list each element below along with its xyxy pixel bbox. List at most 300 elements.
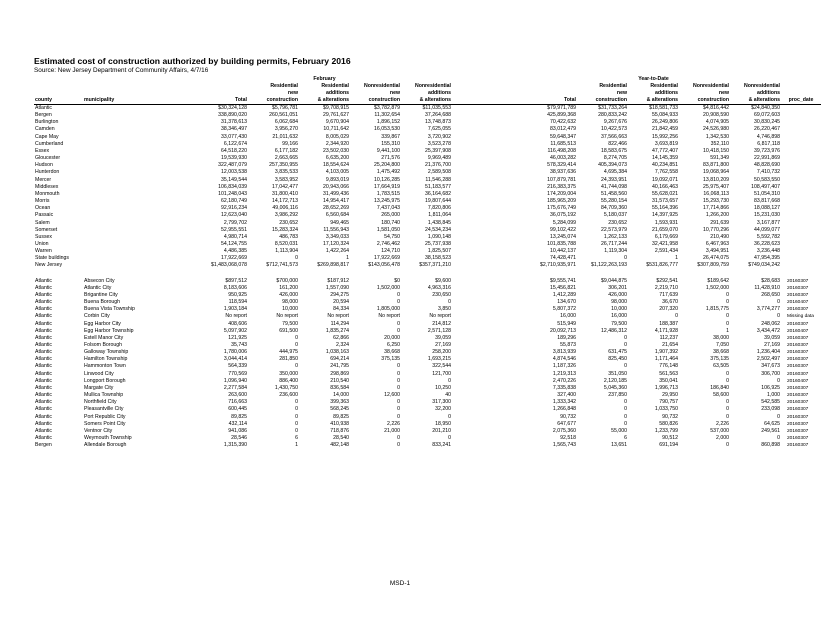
value-cell: No report — [429, 313, 451, 320]
proc-date-cell: 20160307 — [787, 343, 809, 348]
table-row — [34, 321, 821, 328]
municipality-cell: Estell Manor City — [84, 334, 124, 341]
value-cell: 10,442,137 — [550, 248, 576, 255]
value-cell: 0 — [295, 406, 298, 413]
proc-date-cell: 20160307 — [787, 385, 809, 391]
value-cell: 580,826 — [659, 420, 678, 427]
value-cell: 134,670 — [557, 299, 576, 306]
value-cell: 0 — [726, 320, 729, 327]
value-cell: 230,652 — [279, 219, 298, 226]
cell-spacer — [452, 363, 513, 370]
county-cell: Passaic — [35, 212, 54, 219]
table-row — [34, 169, 821, 176]
cell-spacer — [781, 212, 821, 219]
value-cell: 1,219,313 — [552, 370, 576, 377]
cell-spacer — [452, 148, 513, 155]
municipality-cell — [83, 177, 143, 184]
value-cell: 408,606 — [228, 320, 247, 327]
table-header — [34, 76, 821, 105]
municipality-cell — [83, 191, 143, 198]
county-cell: Atlantic — [35, 435, 53, 442]
cell-spacer — [452, 220, 513, 227]
value-cell: $749,034,242 — [748, 262, 780, 269]
cell-spacer — [452, 155, 513, 162]
value-cell: 1,412,289 — [552, 291, 576, 298]
table-row — [34, 406, 821, 413]
value-cell: 0 — [295, 413, 298, 420]
cell-spacer — [143, 428, 197, 435]
value-cell: 21,654 — [662, 342, 678, 348]
value-cell: 47,954,395 — [754, 255, 780, 262]
table-row — [34, 335, 821, 342]
value-cell: 717,639 — [659, 291, 678, 298]
value-cell: $143,056,478 — [368, 262, 400, 269]
county-cell: Camden — [35, 126, 55, 133]
value-cell: 20,092,713 — [550, 327, 576, 334]
value-cell: 2,746,462 — [376, 240, 400, 247]
value-cell: 941,086 — [228, 427, 247, 434]
value-cell: 21,011,632 — [272, 133, 298, 140]
construction-cost-table — [34, 76, 821, 449]
value-cell: 11,556,943 — [323, 226, 349, 233]
table-row — [34, 134, 821, 141]
value-cell: 32,421,958 — [652, 240, 678, 247]
cell-spacer — [143, 177, 197, 184]
value-cell: 7,050 — [716, 342, 729, 348]
value-cell: 98,000 — [282, 299, 298, 306]
value-cell: 11,685,513 — [550, 140, 576, 147]
value-cell: 3,583,952 — [274, 176, 298, 183]
value-cell: 5,097,902 — [223, 327, 247, 334]
value-cell: 718,876 — [330, 427, 349, 434]
value-cell: 55,628,021 — [652, 190, 678, 197]
municipality-cell: Pleasantville City — [84, 406, 124, 413]
value-cell: 22,573,979 — [601, 226, 627, 233]
value-cell: $700,000 — [276, 277, 298, 284]
county-cell: Essex — [35, 147, 50, 154]
municipality-cell — [83, 234, 143, 241]
column-header: additions — [756, 90, 780, 96]
value-cell: 2,000 — [716, 435, 729, 442]
table-row — [34, 385, 821, 392]
municipality-cell — [83, 205, 143, 212]
value-cell: 90,512 — [662, 435, 678, 442]
municipality-cell: Absecon City — [84, 277, 115, 284]
value-cell: 36,164,682 — [425, 190, 451, 197]
table-row — [34, 363, 821, 370]
value-cell: 48,828,690 — [754, 162, 780, 169]
table-row — [34, 177, 821, 184]
value-cell: 4,746,898 — [756, 133, 780, 140]
value-cell: 12,486,312 — [601, 327, 627, 334]
value-cell: 6,250 — [387, 342, 400, 348]
table-row — [34, 184, 821, 191]
value-cell: 1,187,326 — [552, 363, 576, 370]
value-cell: 101,248,043 — [218, 190, 247, 197]
cell-spacer — [452, 198, 513, 205]
table-row — [34, 349, 821, 356]
column-header: Nonresidential — [363, 83, 400, 89]
value-cell: 375,135 — [381, 356, 400, 363]
value-cell: 92,518 — [560, 435, 576, 442]
table-row — [34, 262, 821, 269]
cell-spacer — [781, 148, 821, 155]
header-spacer — [452, 76, 513, 83]
value-cell: 6,560,684 — [325, 212, 349, 219]
value-cell: 8,520,031 — [274, 240, 298, 247]
cell-spacer — [143, 134, 197, 141]
municipality-cell — [83, 148, 143, 155]
municipality-cell — [83, 141, 143, 148]
value-cell: 18,088,127 — [754, 205, 780, 212]
table-row — [34, 285, 821, 292]
header-spacer — [143, 76, 197, 83]
value-cell: 7,335,838 — [552, 384, 576, 391]
value-cell: 207,320 — [659, 306, 678, 313]
value-cell: 1,557,090 — [325, 284, 349, 291]
value-cell: 7,625,055 — [427, 126, 451, 133]
value-cell: 24,526,980 — [703, 126, 729, 133]
value-cell: 537,000 — [710, 427, 729, 434]
cell-spacer — [781, 112, 821, 119]
value-cell: 12,623,040 — [221, 212, 247, 219]
value-cell: 63,505 — [713, 363, 729, 370]
value-cell: No report — [378, 313, 400, 320]
value-cell: 13,245,074 — [550, 233, 576, 240]
page-footer: MSD-1 — [389, 580, 411, 587]
value-cell: 5,180,037 — [603, 212, 627, 219]
cell-spacer — [452, 262, 513, 269]
header-spacer — [143, 83, 197, 90]
column-header — [197, 90, 248, 97]
value-cell: 14,000 — [333, 392, 349, 399]
value-cell: 0 — [397, 399, 400, 406]
value-cell: 6,635,200 — [325, 155, 349, 162]
column-header: municipality — [83, 97, 143, 105]
table-row — [34, 248, 821, 255]
municipality-cell — [83, 169, 143, 176]
value-cell: 0 — [624, 406, 627, 413]
value-cell: 214,812 — [432, 320, 451, 327]
value-cell: 0 — [448, 413, 451, 420]
municipality-cell — [83, 112, 143, 119]
column-header — [781, 83, 821, 90]
value-cell: 14,954,417 — [323, 198, 349, 205]
cell-spacer — [452, 241, 513, 248]
value-cell: 19,807,644 — [425, 198, 451, 205]
cell-spacer — [781, 162, 821, 169]
municipality-cell: Somers Point City — [84, 420, 126, 427]
value-cell: 17,042,477 — [272, 183, 298, 190]
value-cell: 271,576 — [381, 155, 400, 162]
value-cell: 426,000 — [279, 291, 298, 298]
value-cell: 29,761,627 — [323, 112, 349, 119]
column-header — [83, 83, 143, 90]
value-cell: 39,723,976 — [754, 147, 780, 154]
value-cell: 14,397,925 — [652, 212, 678, 219]
column-header: & alterations — [628, 97, 679, 105]
cell-spacer — [143, 169, 197, 176]
value-cell: 322,544 — [432, 363, 451, 370]
value-cell: 18,583,675 — [601, 147, 627, 154]
value-cell: 0 — [726, 377, 729, 384]
value-cell: 322,487,079 — [218, 162, 247, 169]
value-cell: 3,813,939 — [552, 349, 576, 356]
cell-spacer — [781, 177, 821, 184]
value-cell: 99,166 — [282, 140, 298, 147]
value-cell: 0 — [397, 327, 400, 334]
value-cell: 40,166,463 — [652, 183, 678, 190]
value-cell: 28,540 — [333, 435, 349, 442]
value-cell: 101,835,788 — [547, 240, 576, 247]
value-cell: 24,393,951 — [601, 176, 627, 183]
cell-spacer — [452, 406, 513, 413]
value-cell: 38,937,636 — [550, 169, 576, 176]
value-cell: 825,450 — [608, 356, 627, 363]
column-header: & alterations — [401, 97, 452, 105]
value-cell: 25,397,908 — [425, 147, 451, 154]
municipality-cell — [83, 184, 143, 191]
value-cell: 1 — [675, 255, 678, 262]
value-cell: 121,925 — [228, 334, 247, 341]
value-cell: 0 — [448, 377, 451, 384]
value-cell: 51,054,310 — [754, 190, 780, 197]
county-cell: Atlantic — [35, 399, 53, 406]
value-cell: 37,264,688 — [425, 112, 451, 119]
value-cell: 2,799,702 — [223, 219, 247, 226]
table-body — [34, 105, 821, 450]
table-row — [34, 191, 821, 198]
value-cell: 89,825 — [333, 413, 349, 420]
value-cell: $3,782,879 — [374, 105, 400, 111]
value-cell: 3,693,819 — [654, 140, 678, 147]
cell-spacer — [143, 378, 197, 385]
column-header — [248, 76, 299, 83]
county-cell: New Jersey — [35, 262, 63, 269]
cell-spacer — [781, 227, 821, 234]
table-row — [34, 299, 821, 306]
cell-spacer — [143, 234, 197, 241]
value-cell: 2,120,185 — [603, 377, 627, 384]
value-cell: 860,898 — [761, 442, 780, 449]
column-header: construction — [679, 97, 730, 105]
cell-spacer — [452, 428, 513, 435]
value-cell: No report — [276, 313, 298, 320]
value-cell: 257,350,955 — [269, 162, 298, 169]
value-cell: 84,709,360 — [601, 205, 627, 212]
value-cell: 38,158,523 — [425, 255, 451, 262]
value-cell: 9,441,100 — [376, 147, 400, 154]
value-cell: 306,700 — [761, 370, 780, 377]
cell-spacer — [452, 313, 513, 320]
column-header: new — [287, 90, 298, 96]
county-cell: Burlington — [35, 119, 59, 126]
cell-spacer — [452, 342, 513, 349]
value-cell: 4,074,905 — [705, 119, 729, 126]
value-cell: 0 — [777, 313, 780, 320]
column-header — [34, 76, 83, 83]
value-cell: 22,991,869 — [754, 155, 780, 162]
cell-spacer — [143, 328, 197, 335]
municipality-cell — [83, 212, 143, 219]
value-cell: 0 — [397, 320, 400, 327]
value-cell: 0 — [397, 299, 400, 306]
cell-spacer — [143, 191, 197, 198]
value-cell: 10,770,296 — [703, 226, 729, 233]
value-cell: 515,949 — [557, 320, 576, 327]
value-cell: $9,044,875 — [601, 277, 627, 284]
municipality-cell: Hammonton Town — [84, 363, 126, 370]
table-row — [34, 162, 821, 169]
value-cell: 426,000 — [608, 291, 627, 298]
cell-spacer — [452, 119, 513, 126]
municipality-cell: Buena Vista Township — [84, 306, 135, 313]
value-cell: 2,277,584 — [223, 384, 247, 391]
value-cell: 26,220,467 — [754, 126, 780, 133]
value-cell: 1,262,133 — [603, 233, 627, 240]
value-cell: 40 — [445, 392, 451, 399]
column-header — [401, 76, 452, 83]
table-row — [34, 435, 821, 442]
value-cell: 405,394,073 — [598, 162, 627, 169]
column-header — [730, 76, 781, 83]
proc-date-cell: 20160307 — [787, 436, 809, 442]
cell-spacer — [452, 378, 513, 385]
municipality-cell — [83, 241, 143, 248]
value-cell: 600,445 — [228, 406, 247, 413]
value-cell: 13,651 — [611, 442, 627, 449]
value-cell: 339,867 — [381, 133, 400, 140]
value-cell: 0 — [624, 399, 627, 406]
value-cell: 1,315,390 — [223, 442, 247, 449]
cell-spacer — [452, 321, 513, 328]
value-cell: 0 — [777, 299, 780, 306]
value-cell: 0 — [624, 334, 627, 341]
value-cell: 74,428,471 — [550, 255, 576, 262]
value-cell: 0 — [448, 435, 451, 442]
value-cell: 55,873 — [560, 342, 576, 348]
value-cell: 5,284,099 — [552, 219, 576, 226]
municipality-cell: Egg Harbor City — [84, 320, 121, 327]
cell-spacer — [452, 299, 513, 306]
cell-spacer — [452, 435, 513, 442]
cell-spacer — [143, 356, 197, 363]
value-cell: 0 — [295, 427, 298, 434]
value-cell: 20,000 — [384, 334, 400, 341]
value-cell: 39,059 — [435, 334, 451, 341]
value-cell: 1,780,006 — [223, 349, 247, 356]
value-cell: 486,783 — [279, 233, 298, 240]
column-header: Residential — [321, 83, 349, 89]
column-header — [34, 83, 83, 90]
value-cell: 0 — [397, 442, 400, 449]
value-cell: 1,000 — [767, 392, 780, 399]
value-cell: 716,663 — [228, 399, 247, 406]
value-cell: No report — [327, 313, 349, 320]
municipality-cell — [83, 220, 143, 227]
value-cell: 62,180,749 — [221, 198, 247, 205]
cell-spacer — [452, 335, 513, 342]
value-cell: 14,145,359 — [652, 155, 678, 162]
value-cell: 561,563 — [659, 370, 678, 377]
column-header: Total — [513, 97, 577, 105]
value-cell: 112,237 — [659, 334, 678, 341]
municipality-cell — [83, 155, 143, 162]
county-cell: Gloucester — [35, 155, 61, 162]
table-row — [34, 155, 821, 162]
value-cell: 9,893,019 — [325, 176, 349, 183]
value-cell: 265,000 — [381, 212, 400, 219]
value-cell: 0 — [397, 377, 400, 384]
value-cell: 3,956,270 — [274, 126, 298, 133]
value-cell: 410,938 — [330, 420, 349, 427]
value-cell: 89,825 — [231, 413, 247, 420]
value-cell: 39,059 — [764, 334, 780, 341]
value-cell: 0 — [675, 313, 678, 320]
cell-spacer — [781, 191, 821, 198]
column-header: new — [616, 90, 627, 96]
header-row — [34, 97, 821, 105]
value-cell: 32,200 — [435, 406, 451, 413]
value-cell: 568,245 — [330, 406, 349, 413]
value-cell: 291,639 — [710, 219, 729, 226]
value-cell: 338,890,020 — [218, 112, 247, 119]
cell-spacer — [452, 392, 513, 399]
value-cell: 7,820,806 — [427, 205, 451, 212]
county-cell: State buildings — [35, 255, 70, 262]
value-cell: 790,757 — [659, 399, 678, 406]
value-cell: $269,898,817 — [317, 262, 349, 269]
value-cell: 4,980,714 — [223, 233, 247, 240]
value-cell: 79,500 — [611, 320, 627, 327]
value-cell: 298,869 — [330, 370, 349, 377]
column-header — [513, 76, 577, 83]
proc-date-cell: 20160307 — [787, 364, 809, 370]
value-cell: 1,835,274 — [325, 327, 349, 334]
value-cell: 2,226 — [716, 420, 729, 427]
county-cell: Atlantic — [35, 392, 53, 399]
value-cell: 7,437,043 — [376, 205, 400, 212]
value-cell: 352,110 — [710, 140, 729, 147]
cell-spacer — [143, 414, 197, 421]
column-header — [197, 83, 248, 90]
municipality-cell: Port Republic City — [84, 413, 126, 420]
table-row — [34, 342, 821, 349]
value-cell: 36,670 — [662, 299, 678, 306]
table-row — [34, 105, 821, 113]
value-cell: 24,534,234 — [425, 226, 451, 233]
value-cell: 38,668 — [713, 349, 729, 356]
value-cell: $292,541 — [656, 277, 678, 284]
value-cell: 691,500 — [279, 327, 298, 334]
value-cell: 40,234,851 — [652, 162, 678, 169]
value-cell: 201,210 — [432, 427, 451, 434]
value-cell: 0 — [397, 384, 400, 391]
value-cell: 54,750 — [384, 233, 400, 240]
value-cell: 36,228,623 — [754, 240, 780, 247]
value-cell: 0 — [624, 420, 627, 427]
value-cell: 18,950 — [435, 420, 451, 427]
value-cell: 14,172,713 — [272, 198, 298, 205]
value-cell: 0 — [397, 435, 400, 442]
value-cell: 54,124,755 — [221, 240, 247, 247]
value-cell: 248,062 — [761, 320, 780, 327]
cell-spacer — [143, 442, 197, 449]
cell-spacer — [452, 385, 513, 392]
value-cell: 13,245,975 — [374, 198, 400, 205]
column-header: construction — [577, 97, 628, 105]
value-cell: 1,475,492 — [376, 169, 400, 176]
